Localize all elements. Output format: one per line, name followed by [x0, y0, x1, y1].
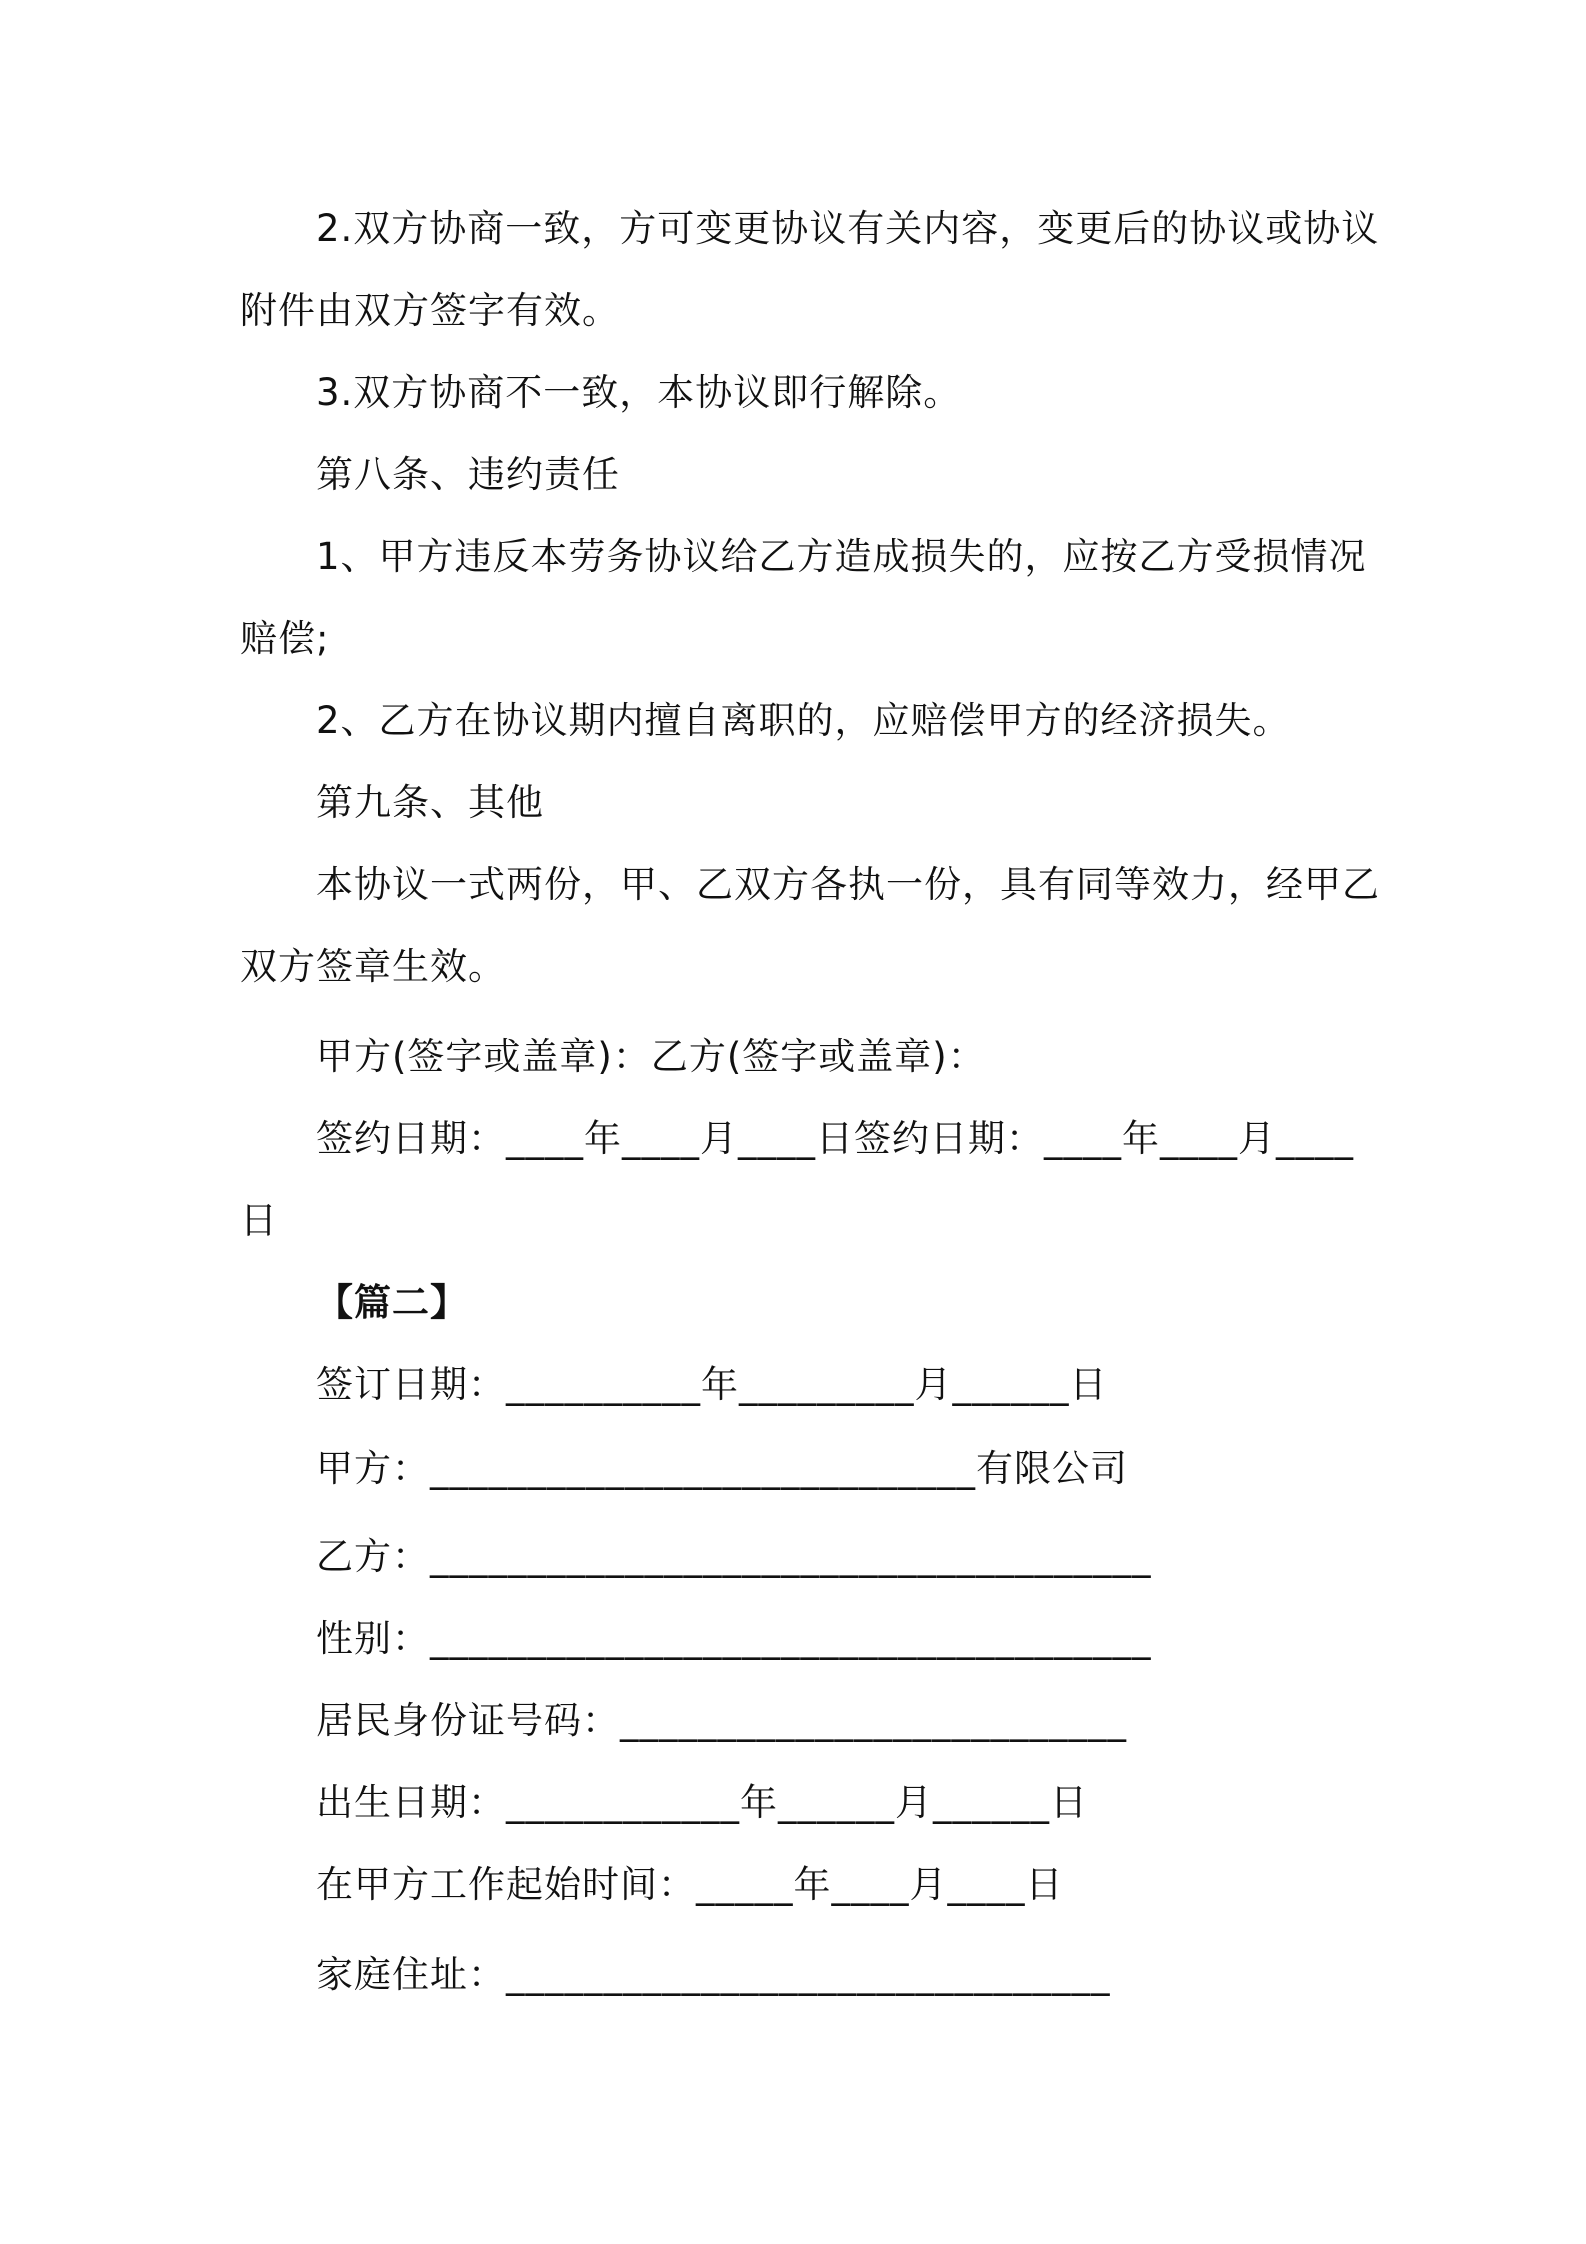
id-number-field: 居民身份证号码：__________________________: [316, 1699, 1127, 1742]
article-8-heading: 第八条、违约责任: [316, 453, 620, 496]
sign-date-line-2: 日: [240, 1199, 278, 1242]
clause-2-line-1: 2.双方协商一致，方可变更协议有关内容，变更后的协议或协议: [316, 207, 1380, 250]
home-address-field: 家庭住址：_______________________________: [316, 1953, 1111, 1996]
party-a-field: 甲方：____________________________有限公司: [316, 1447, 1128, 1490]
signature-line: 甲方(签字或盖章)：乙方(签字或盖章)：: [316, 1035, 986, 1078]
clause-3-line: 3.双方协商不一致，本协议即行解除。: [316, 371, 962, 414]
copies-line-1: 本协议一式两份，甲、乙双方各执一份，具有同等效力，经甲乙: [316, 863, 1380, 906]
copies-line-2: 双方签章生效。: [240, 945, 506, 988]
liability-2-line: 2、乙方在协议期内擅自离职的，应赔偿甲方的经济损失。: [316, 699, 1291, 742]
gender-field: 性别：_____________________________________: [316, 1617, 1152, 1660]
contract-date-field: 签订日期：__________年_________月______日: [316, 1363, 1108, 1406]
work-start-field: 在甲方工作起始时间：_____年____月____日: [316, 1863, 1064, 1906]
article-9-heading: 第九条、其他: [316, 781, 544, 824]
party-b-field: 乙方：_____________________________________: [316, 1535, 1152, 1578]
liability-1-line-1: 1、甲方违反本劳务协议给乙方造成损失的，应按乙方受损情况: [316, 535, 1367, 578]
clause-2-line-2: 附件由双方签字有效。: [240, 289, 620, 332]
sign-date-line-1: 签约日期：____年____月____日签约日期：____年____月____: [316, 1117, 1354, 1160]
section-two-heading: 【篇二】: [316, 1281, 468, 1324]
birth-date-field: 出生日期：____________年______月______日: [316, 1781, 1088, 1824]
liability-1-line-2: 赔偿;: [240, 617, 330, 660]
